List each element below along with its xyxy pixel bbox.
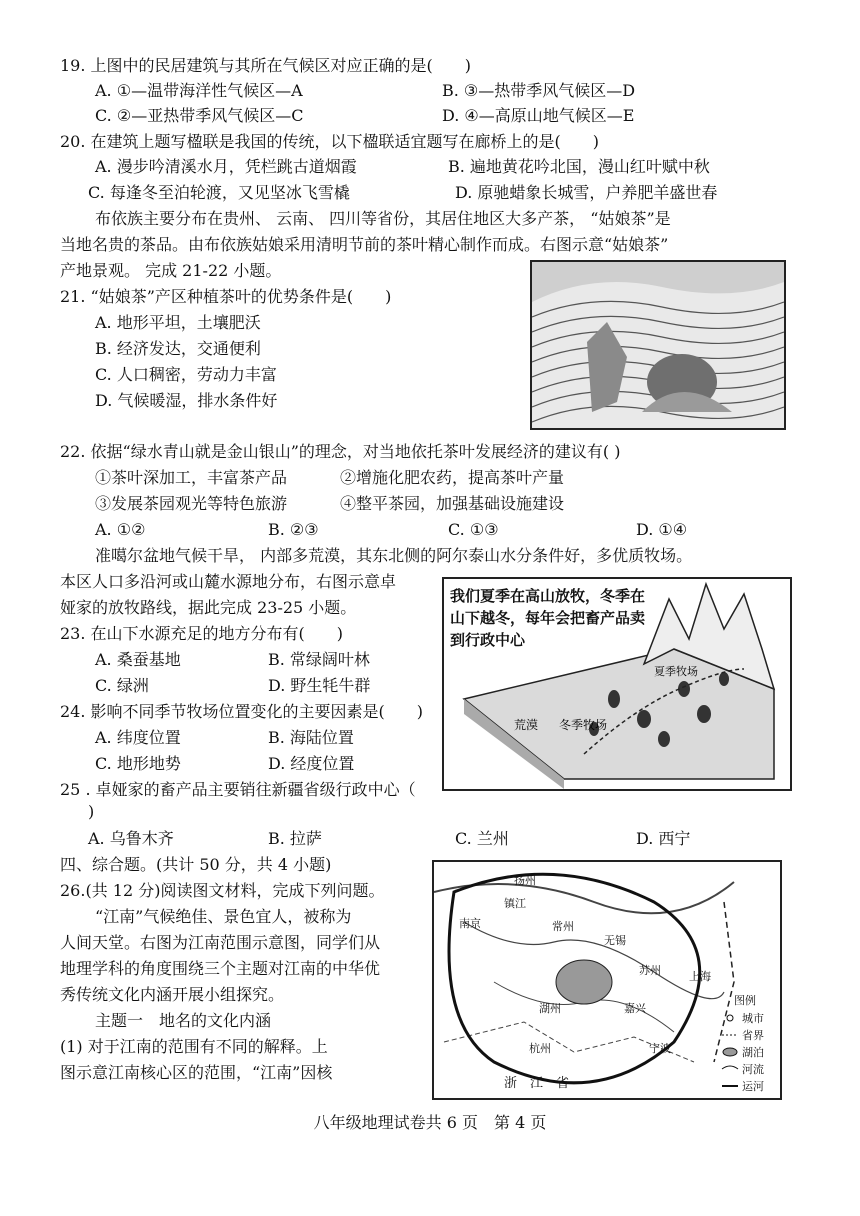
q24-option-b: B. 海陆位置: [268, 728, 354, 747]
legend-river: 河流: [742, 1063, 764, 1076]
jiangnan-map-figure: [432, 860, 782, 1100]
q21-option-c: C. 人口稠密，劳动力丰富: [95, 365, 277, 384]
q22-statement-3: ③发展茶园观光等特色旅游: [95, 494, 288, 513]
city-jiaxing: 嘉兴: [624, 1002, 646, 1015]
q26-para-2: 人间天堂。右图为江南范围示意图，同学们从: [60, 933, 381, 952]
legend-title: 图例: [734, 994, 756, 1007]
q22-option-b: B. ②③: [268, 520, 319, 539]
q20-option-d: D. 原驰蜡象长城雪，户养肥羊盛世春: [455, 183, 718, 202]
city-zhenjiang: 镇江: [504, 897, 526, 910]
tea-terrace-figure: [530, 260, 786, 430]
desert-label: 荒漠: [514, 718, 539, 732]
passage1-line2: 当地名贵的茶品。由布依族姑娘采用清明节前的茶叶精心制作而成。右图示意“姑娘茶”: [60, 235, 669, 254]
city-wuxi: 无锡: [604, 934, 626, 947]
q23-option-a: A. 桑蚕基地: [95, 650, 181, 669]
q20-option-b: B. 遍地黄花吟北国，漫山红叶赋中秋: [448, 157, 710, 176]
q22-statement-2: ②增施化肥农药，提高茶叶产量: [340, 468, 565, 487]
q22-option-d: D. ①④: [636, 520, 688, 539]
herder-speech-bubble: 我们夏季在高山放牧，冬季在山下越冬，每年会把畜产品卖到行政中心: [450, 587, 646, 649]
q22-statement-4: ④整平茶园，加强基础设施建设: [340, 494, 565, 513]
q23-option-c: C. 绿洲: [95, 676, 149, 695]
q26-para-1: “江南”气候绝佳、景色宜人，被称为: [95, 907, 352, 926]
q21-option-d: D. 气候暖湿，排水条件好: [95, 391, 278, 410]
section4-heading: 四、综合题。(共计 50 分，共 4 小题): [60, 855, 332, 874]
q23-option-d: D. 野生牦牛群: [268, 676, 371, 695]
q20-option-c: C. 每逢冬至泊轮渡，又见坚冰飞雪橇: [88, 183, 350, 202]
city-ningbo: 宁波: [649, 1042, 671, 1055]
province-label: 浙 江 省: [504, 1076, 570, 1091]
q25-option-a: A. 乌鲁木齐: [88, 829, 174, 848]
q25-option-c: C. 兰州: [455, 829, 509, 848]
q22-option-a: A. ①②: [95, 520, 146, 539]
q24-option-c: C. 地形地势: [95, 754, 181, 773]
q26-para-3: 地理学科的角度围绕三个主题对江南的中华优: [60, 959, 381, 978]
tea-terrace-illustration: [532, 262, 784, 428]
legend-province-border: 省界: [742, 1029, 764, 1042]
q24-option-a: A. 纬度位置: [95, 728, 181, 747]
q19-option-a: A. ①—温带海洋性气候区—A: [95, 81, 303, 100]
q25-option-b: B. 拉萨: [268, 829, 322, 848]
q26-sub1-line2: 图示意江南核心区的范围，“江南”因核: [60, 1063, 333, 1082]
city-suzhou: 苏州: [639, 964, 661, 977]
passage2-line2: 本区人口多沿河或山麓水源地分布，右图示意卓: [60, 572, 397, 591]
q22-stem: 22. 依据“绿水青山就是金山银山”的理念，对当地依托茶叶发展经济的建议有( ): [60, 442, 621, 461]
q25-option-d: D. 西宁: [636, 829, 691, 848]
q19-option-c: C. ②—亚热带季风气候区—C: [95, 106, 304, 125]
jiangnan-map: [434, 862, 780, 1098]
q19-stem: 19. 上图中的民居建筑与其所在气候区对应正确的是( ): [60, 56, 472, 75]
q25-stem: 25 . 卓娅家的畜产品主要销往新疆省级行政中心（: [60, 780, 416, 799]
legend-lake: 湖泊: [742, 1046, 764, 1059]
q23-stem: 23. 在山下水源充足的地方分布有( ): [60, 624, 344, 643]
passage2-line3: 娅家的放牧路线，据此完成 23-25 小题。: [60, 598, 357, 617]
map-legend: [722, 993, 764, 1093]
q26-para-4: 秀传统文化内涵开展小组探究。: [60, 985, 285, 1004]
city-nanjing: 南京: [459, 917, 481, 930]
passage1-line1: 布依族主要分布在贵州、 云南、 四川等省份，其居住地区大多产茶， “姑娘茶”是: [95, 209, 671, 228]
q19-option-b: B. ③—热带季风气候区—D: [442, 81, 636, 100]
summer-pasture-label: 夏季牧场: [654, 665, 698, 678]
page-footer: 八年级地理试卷共 6 页 第 4 页: [313, 1113, 547, 1132]
passage2-line1: 准噶尔盆地气候干旱， 内部多荒漠，其东北侧的阿尔泰山水分条件好，多优质牧场。: [95, 546, 693, 565]
q26-stem: 26.(共 12 分)阅读图文材料，完成下列问题。: [60, 881, 385, 900]
theme1-heading: 主题一 地名的文化内涵: [95, 1011, 272, 1030]
q24-option-d: D. 经度位置: [268, 754, 355, 773]
q22-statement-1: ①茶叶深加工，丰富茶产品: [95, 468, 288, 487]
q23-option-b: B. 常绿阔叶林: [268, 650, 370, 669]
city-yangzhou: 扬州: [514, 874, 536, 887]
q20-stem: 20. 在建筑上题写楹联是我国的传统，以下楹联适宜题写在廊桥上的是( ): [60, 132, 600, 151]
city-hangzhou: 杭州: [529, 1042, 551, 1055]
city-shanghai: 上海: [689, 970, 711, 983]
winter-pasture-label: 冬季牧场: [559, 718, 608, 732]
city-changzhou: 常州: [552, 920, 574, 933]
q19-option-d: D. ④—高原山地气候区—E: [442, 106, 635, 125]
pasture-route-figure: [442, 577, 792, 791]
q24-stem: 24. 影响不同季节牧场位置变化的主要因素是( ): [60, 702, 424, 721]
legend-canal: 运河: [742, 1080, 764, 1093]
q22-option-c: C. ①③: [448, 520, 499, 539]
q21-option-b: B. 经济发达，交通便利: [95, 339, 261, 358]
q25-stem-close: ): [88, 802, 95, 821]
legend-city: 城市: [742, 1012, 764, 1025]
q21-stem: 21. “姑娘茶”产区种植茶叶的优势条件是( ): [60, 287, 392, 306]
q21-option-a: A. 地形平坦，土壤肥沃: [95, 313, 261, 332]
q26-sub1-line1: (1) 对于江南的范围有不同的解释。上: [60, 1037, 328, 1056]
city-huzhou: 湖州: [539, 1002, 561, 1015]
passage1-line3: 产地景观。 完成 21-22 小题。: [60, 261, 282, 280]
q20-option-a: A. 漫步吟清溪水月，凭栏跳古道烟霞: [95, 157, 357, 176]
